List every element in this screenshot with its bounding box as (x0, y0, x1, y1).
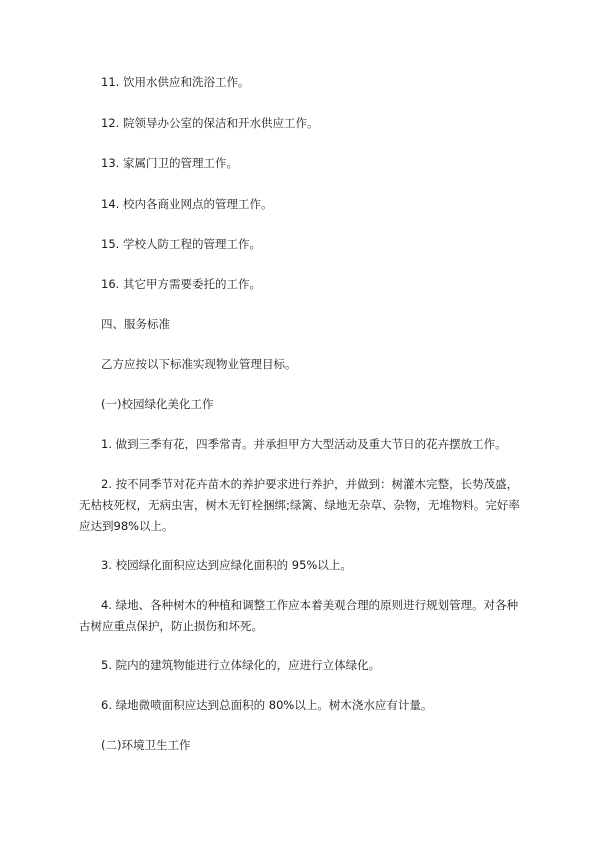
section-heading-service-standards: 四、服务标准 (101, 317, 170, 331)
paragraph-intro: 乙方应按以下标准实现物业管理目标。 (101, 357, 297, 371)
paragraph-item-14: 14. 校内各商业网点的管理工作。 (101, 197, 273, 211)
paragraph-item-12: 12. 院领导办公室的保洁和开水供应工作。 (101, 116, 319, 130)
paragraph-greening-6: 6. 绿地微喷面积应达到总面积的 80%以上。树木浇水应有计量。 (101, 698, 433, 712)
paragraph-greening-5: 5. 院内的建筑物能进行立体绿化的，应进行立体绿化。 (101, 658, 381, 672)
paragraph-item-15: 15. 学校人防工程的管理工作。 (101, 237, 261, 251)
paragraph-greening-2: 2. 按不同季节对花卉苗木的养护要求进行养护，并做到：树灌木完整，长势茂盛，无枯枝死杈，无病虫害，树木无钉栓捆绑;绿篱、绿地无杂草、杂物，无堆物料。完好率应达到98%以上。 (79, 477, 520, 533)
paragraph-item-13: 13. 家属门卫的管理工作。 (101, 156, 238, 170)
subsection-heading-greening: (一)校园绿化美化工作 (101, 397, 214, 411)
paragraph-greening-4: 4. 绿地、各种树木的种植和调整工作应本着美观合理的原则进行规划管理。对各种古树应重点保护，防止损伤和坏死。 (79, 598, 519, 633)
paragraph-item-11: 11. 饮用水供应和洗浴工作。 (101, 75, 250, 89)
subsection-heading-sanitation: (二)环境卫生工作 (101, 738, 191, 752)
paragraph-greening-1: 1. 做到三季有花，四季常青。并承担甲方大型活动及重大节日的花卉摆放工作。 (101, 437, 507, 451)
paragraph-greening-3: 3. 校园绿化面积应达到应绿化面积的 95%以上。 (101, 558, 352, 572)
paragraph-item-16: 16. 其它甲方需要委托的工作。 (101, 277, 261, 291)
